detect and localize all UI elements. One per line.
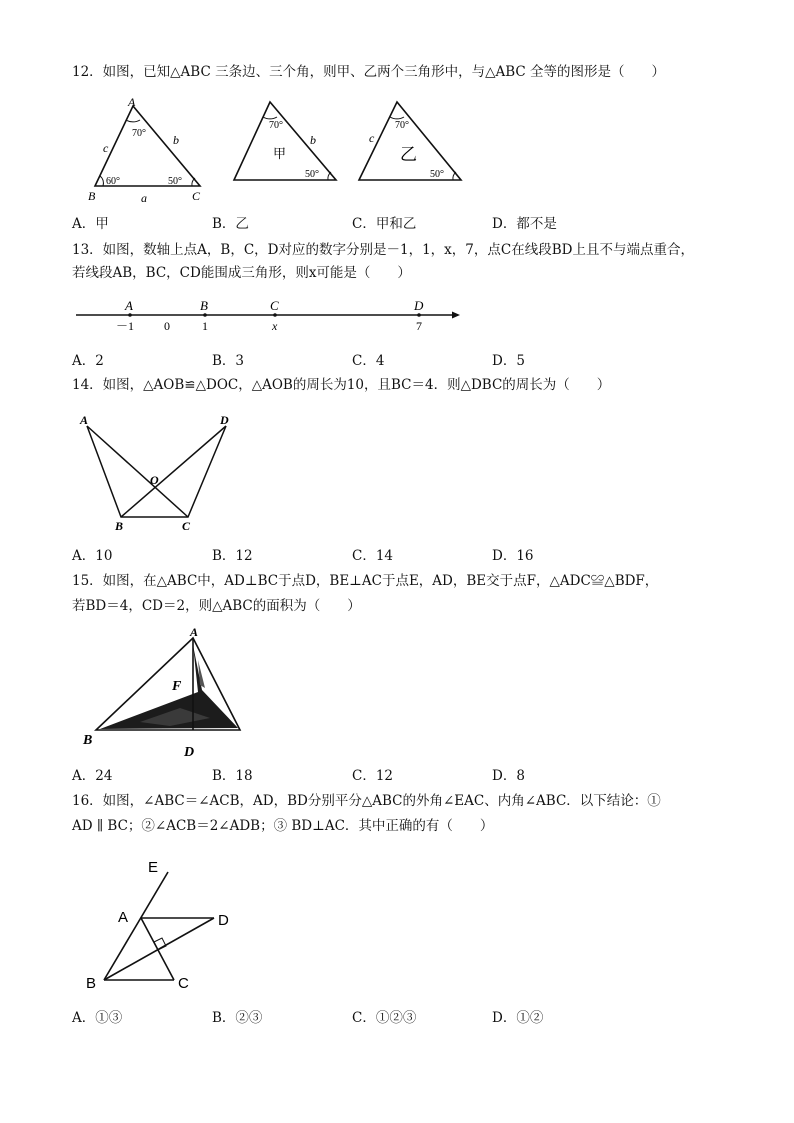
tick-minus-1: －1: [116, 319, 135, 333]
q14-option-d[interactable]: D．16: [492, 548, 534, 564]
label-side-c: c: [103, 141, 109, 155]
fig15-label-D: D: [184, 745, 195, 760]
point-D-label: D: [414, 298, 424, 313]
angle-c-label: 50°: [168, 176, 182, 187]
q14-option-a[interactable]: A．10: [72, 548, 113, 564]
fig15-label-A: A: [190, 625, 199, 639]
label-side-a: a: [141, 191, 147, 205]
fig14-label-B: B: [115, 519, 124, 533]
jia-side-label: b: [310, 133, 316, 147]
q12-option-c[interactable]: C．甲和乙: [352, 216, 417, 232]
question-15-stem-2: 若BD＝4，CD＝2，则△ABC的面积为（ ）: [72, 598, 361, 614]
q12-option-b[interactable]: B．乙: [212, 216, 249, 232]
fig14-label-D: D: [220, 413, 229, 427]
fig16-label-E: E: [148, 859, 159, 876]
yi-label: 乙: [400, 145, 417, 165]
angle-b-label: 60°: [106, 176, 120, 187]
fig15-label-F: F: [172, 679, 182, 694]
question-14-stem: 14．如图，△AOB≌△DOC，△AOB的周长为10，且BC＝4．则△DBC的周长为（ ）: [72, 377, 611, 393]
q15-option-d[interactable]: D．8: [492, 768, 525, 784]
q15-option-a[interactable]: A．24: [72, 768, 113, 784]
fig16-label-C: C: [178, 975, 189, 992]
q13-option-a[interactable]: A．2: [72, 353, 104, 369]
label-A: A: [128, 95, 136, 109]
question-16-stem-1: 16．如图，∠ABC＝∠ACB，AD，BD分别平分△ABC的外角∠EAC、内角∠ABC．以下结论：①: [72, 793, 661, 809]
fig15-label-B: B: [83, 733, 93, 748]
fig16-label-D: D: [218, 912, 229, 929]
tick-x: x: [272, 319, 278, 333]
label-side-b: b: [173, 133, 179, 147]
q14-option-b[interactable]: B．12: [212, 548, 253, 564]
fig16-label-A: A: [118, 909, 129, 926]
point-C-label: C: [270, 298, 279, 313]
angle-a-label: 70°: [132, 128, 146, 139]
point-B-label: B: [200, 298, 208, 313]
fig16-label-B: B: [86, 975, 97, 992]
shaded-triangle-figure: [80, 625, 245, 760]
triangle-abc-figure: [88, 95, 218, 208]
q16-option-b[interactable]: B．②③: [212, 1010, 263, 1026]
point-A-label: A: [125, 298, 133, 313]
jia-angle-top: 70°: [269, 120, 283, 131]
label-B: B: [88, 189, 96, 203]
yi-side-label: c: [369, 131, 375, 145]
q13-option-b[interactable]: B．3: [212, 353, 245, 369]
question-12-stem: 12．如图，已知△ABC 三条边、三个角，则甲、乙两个三角形中，与△ABC 全等的图形是（ ）: [72, 64, 666, 80]
tick-7: 7: [416, 319, 422, 333]
fig14-label-O: O: [150, 473, 159, 487]
q15-option-c[interactable]: C．12: [352, 768, 394, 784]
fig14-label-A: A: [80, 413, 89, 427]
q13-option-c[interactable]: C．4: [352, 353, 385, 369]
angle-bisector-figure: [84, 858, 244, 998]
fig14-label-C: C: [182, 519, 191, 533]
question-13-stem-1: 13．如图，数轴上点A，B，C，D对应的数字分别是－1，1，x，7，点C在线段BD上且不与端点重合，: [72, 242, 694, 258]
q13-option-d[interactable]: D．5: [492, 353, 525, 369]
q12-option-a[interactable]: A．甲: [72, 216, 109, 232]
triangle-jia-figure: [230, 98, 342, 188]
q16-option-c[interactable]: C．①②③: [352, 1010, 417, 1026]
question-16-stem-2: AD ∥ BC；②∠ACB＝2∠ADB；③ BD⊥AC．其中正确的有（ ）: [72, 818, 494, 834]
tick-1: 1: [202, 319, 208, 333]
jia-label: 甲: [273, 147, 287, 162]
label-C: C: [192, 189, 201, 203]
q16-option-a[interactable]: A．①③: [72, 1010, 123, 1026]
triangle-yi-figure: [355, 98, 467, 188]
congruent-triangles-figure: [78, 412, 243, 537]
q15-option-b[interactable]: B．18: [212, 768, 253, 784]
q12-option-d[interactable]: D．都不是: [492, 216, 557, 232]
yi-angle-bottom: 50°: [430, 169, 444, 180]
question-15-stem-1: 15．如图，在△ABC中，AD⊥BC于点D，BE⊥AC于点E，AD，BE交于点F，△ADC≌△BDF，: [72, 573, 659, 589]
q14-option-c[interactable]: C．14: [352, 548, 394, 564]
q16-option-d[interactable]: D．①②: [492, 1010, 544, 1026]
jia-angle-bottom: 50°: [305, 169, 319, 180]
question-13-stem-2: 若线段AB，BC，CD能围成三角形，则x可能是（ ）: [72, 265, 411, 281]
number-line-figure: [74, 298, 469, 338]
yi-angle-top: 70°: [395, 120, 409, 131]
tick-0: 0: [164, 319, 170, 333]
